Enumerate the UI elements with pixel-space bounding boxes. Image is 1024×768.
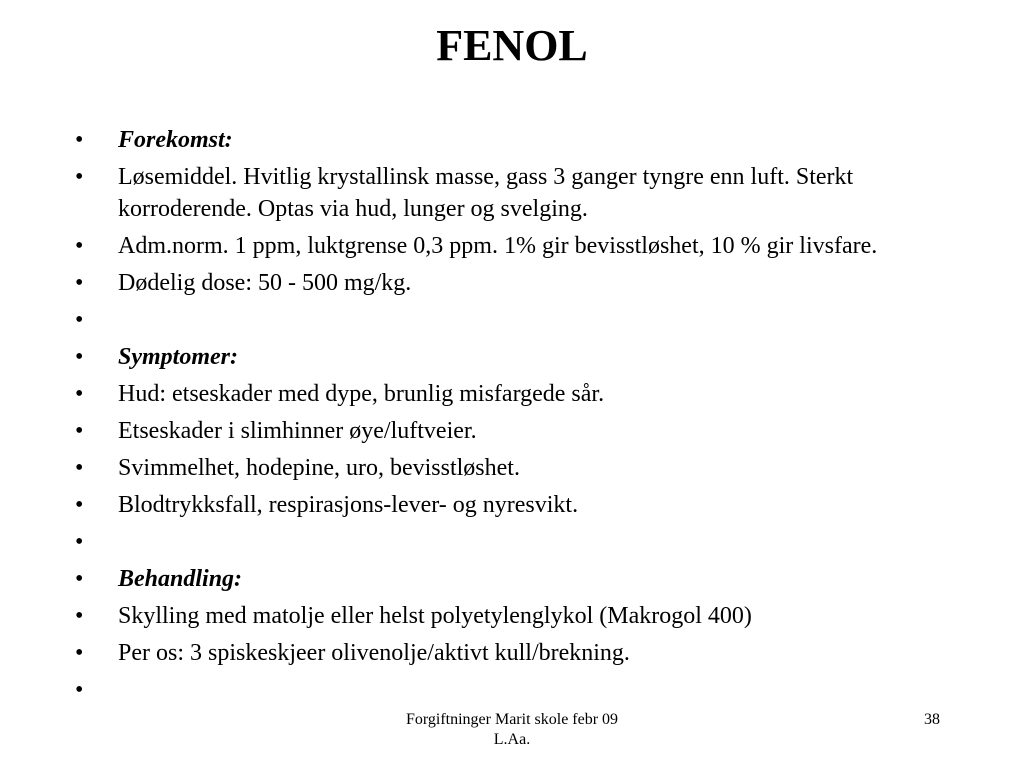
bullet-text: Løsemiddel. Hvitlig krystallinsk masse, gass 3 ganger tyngre enn luft. Sterkt korroderende. Optas via hud, lunger og svelging.	[118, 164, 854, 222]
bullet-item-empty	[75, 304, 955, 336]
section-heading-forekomst: Forekomst:	[118, 127, 233, 153]
bullet-text: Etseskader i slimhinner øye/luftveier.	[118, 418, 477, 444]
bullet-text: Per os: 3 spiskeskjeer olivenolje/aktivt kull/brekning.	[118, 640, 630, 666]
bullet-item	[75, 378, 955, 410]
section-heading-behandling: Behandling:	[118, 566, 243, 592]
bullet-item-empty	[75, 674, 955, 706]
bullet-list	[75, 124, 955, 711]
bullet-icon: •	[75, 455, 84, 481]
bullet-item	[75, 124, 955, 156]
slide-title: FENOL	[436, 21, 588, 70]
bullet-icon: •	[75, 640, 84, 666]
bullet-icon: •	[75, 603, 84, 629]
bullet-icon: •	[75, 677, 84, 703]
bullet-text: Blodtrykksfall, respirasjons-lever- og nyresvikt.	[118, 492, 579, 518]
bullet-item	[75, 563, 955, 595]
footer-line-1: Forgiftninger Marit skole febr 09	[405, 711, 619, 728]
bullet-item	[75, 267, 955, 299]
bullet-text: Dødelig dose: 50 - 500 mg/kg.	[118, 270, 412, 296]
page-number: 38	[924, 711, 940, 728]
footer-text	[362, 710, 662, 750]
bullet-text: Hud: etseskader med dype, brunlig misfargede sår.	[118, 381, 605, 407]
bullet-icon: •	[75, 381, 84, 407]
bullet-icon: •	[75, 307, 84, 333]
bullet-text: Skylling med matolje eller helst polyetylenglykol (Makrogol 400)	[118, 603, 752, 629]
footer-line-2: L.Aa.	[493, 731, 531, 748]
bullet-icon: •	[75, 492, 84, 518]
bullet-icon: •	[75, 127, 84, 153]
bullet-icon: •	[75, 270, 84, 296]
bullet-text: Svimmelhet, hodepine, uro, bevisstløshet.	[118, 455, 520, 481]
bullet-item	[75, 341, 955, 373]
bullet-item	[75, 161, 955, 225]
bullet-item	[75, 489, 955, 521]
bullet-item	[75, 452, 955, 484]
bullet-icon: •	[75, 418, 84, 444]
bullet-icon: •	[75, 164, 84, 190]
bullet-item	[75, 415, 955, 447]
bullet-text: Adm.norm. 1 ppm, luktgrense 0,3 ppm. 1% gir bevisstløshet, 10 % gir livsfare.	[118, 233, 878, 259]
bullet-item-empty	[75, 526, 955, 558]
bullet-item	[75, 230, 955, 262]
bullet-item	[75, 600, 955, 632]
bullet-icon: •	[75, 233, 84, 259]
bullet-item	[75, 637, 955, 669]
bullet-icon: •	[75, 529, 84, 555]
bullet-icon: •	[75, 344, 84, 370]
bullet-icon: •	[75, 566, 84, 592]
section-heading-symptomer: Symptomer:	[118, 344, 238, 370]
